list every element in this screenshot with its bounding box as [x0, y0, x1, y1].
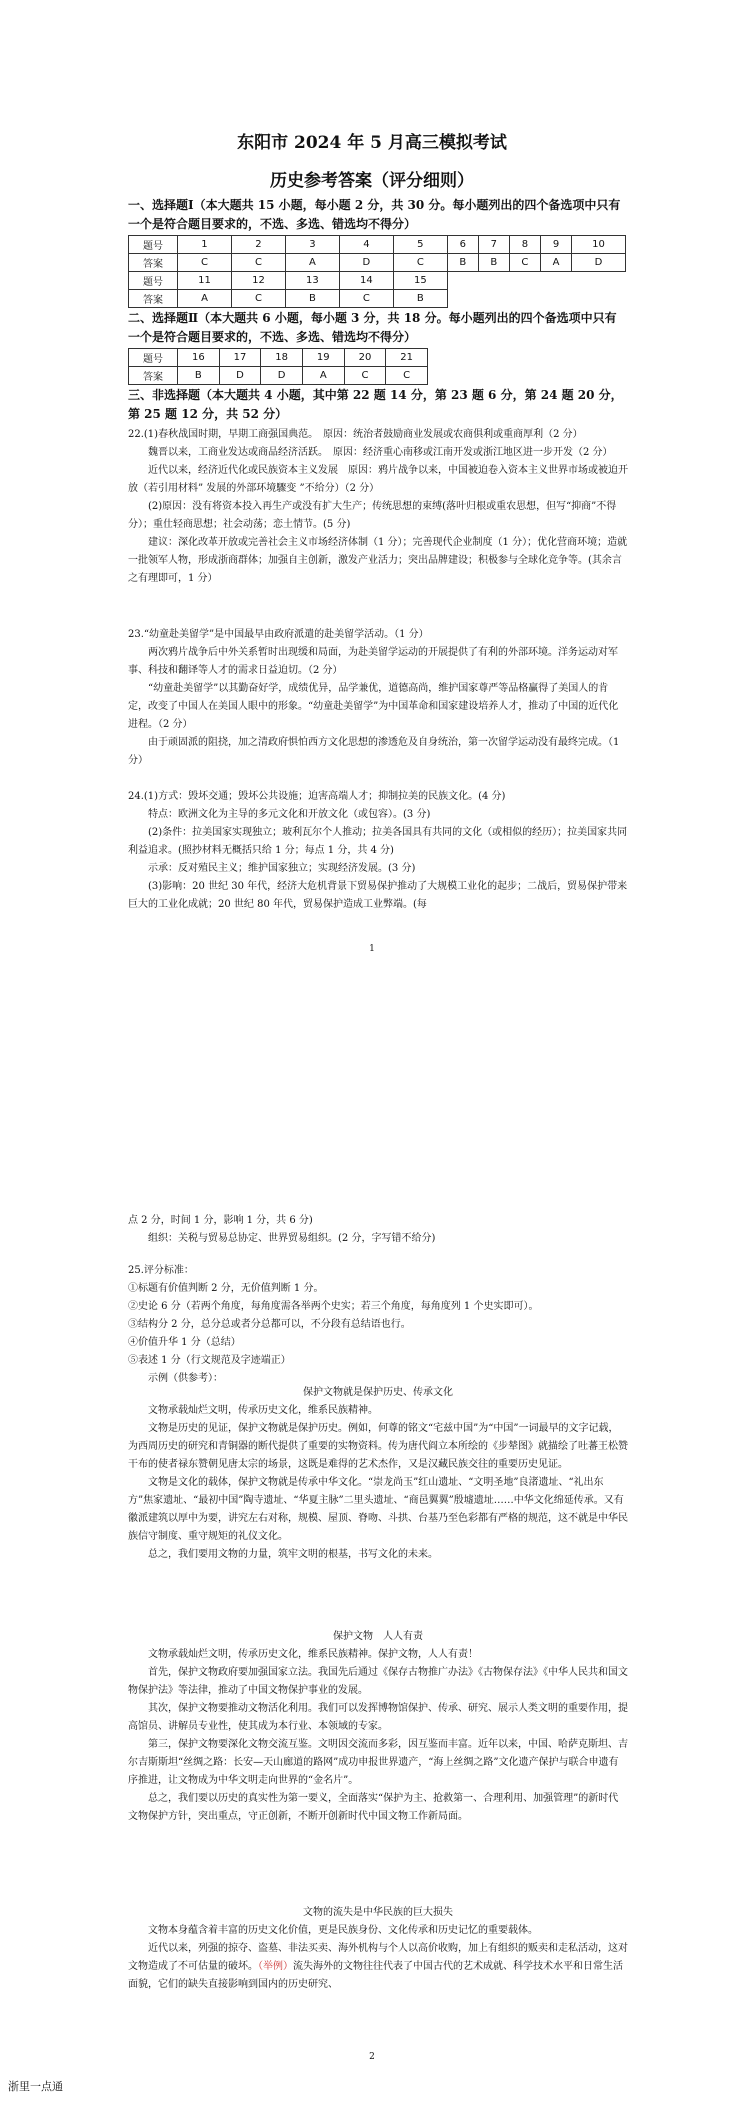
answer-23: [128, 626, 628, 770]
rule-line: ④价值升华 1 分（总结）: [128, 1337, 241, 1348]
answer-line: (2)条件：拉美国家实现独立；玻利瓦尔个人推动；拉美各国具有共同的文化（或相似的经历）；拉美国家共同利益追求。(照抄材料无概括只给 1 分；每点 1 分，共 4 分): [128, 827, 628, 856]
table-cell: 6: [447, 236, 478, 254]
rule-line: ①标题有价值判断 2 分，无价值判断 1 分。: [128, 1283, 324, 1294]
rule-line: ③结构分 2 分，总分总或者分总都可以，不分段有总结语也行。: [128, 1319, 411, 1330]
essay-title: 文物的流失是中华民族的巨大损失: [303, 1907, 453, 1918]
table-cell: 19: [302, 349, 344, 367]
essay-paragraph: 文物是文化的载体，保护文物就是传承中华文化。“崇龙尚玉”红山遗址、“文明圣地”良渚遗址、“礼出东方”焦家遗址、“最初中国”陶寺遗址、“华夏主脉”二里头遗址、“商邑翼翼”殷墟遗址……中华文化绵延传承。又有徽派建筑以厚中为要，讲究左右对称，规模、屋顶、脊吻、斗拱、台基乃至色彩都有严格的规范，这不就是中华民族信守制度、重守规矩的礼仪文化。: [128, 1477, 628, 1542]
answer-line: 特点：欧洲文化为主导的多元文化和开放文化（或包容）。(3 分): [148, 809, 431, 820]
table-cell: D: [261, 367, 303, 385]
table-cell: 1: [178, 236, 232, 254]
essay-1: [128, 1384, 628, 1564]
essay-paragraph: 第三，保护文物要深化文物交流互鉴。文明因交流而多彩，因互鉴而丰富。近年以来，中国、哈萨克斯坦、吉尔吉斯斯坦“丝绸之路：长安—天山廊道的路网”成功申报世界遗产，“海上丝绸之路”文化遗产保护与联合申遗有序推进，让文物成为中华文明走向世界的“金名片”。: [128, 1739, 628, 1786]
answer-line: 点 2 分，时间 1 分，影响 1 分，共 6 分): [128, 1215, 313, 1226]
footer-watermark: 浙里一点通: [8, 2080, 63, 2093]
table-cell: C: [231, 254, 285, 272]
table-cell: B: [285, 290, 339, 308]
table-row: [129, 236, 626, 254]
rule-line: 示例（供参考）：: [148, 1373, 223, 1384]
empty-cell: [447, 290, 625, 308]
table-cell: C: [509, 254, 540, 272]
table-cell: A: [285, 254, 339, 272]
table-cell: 21: [386, 349, 428, 367]
essay-title: 保护文物 人人有责: [333, 1631, 423, 1642]
table-cell: 2: [231, 236, 285, 254]
table-cell: 20: [344, 349, 386, 367]
row-label: 答案: [129, 290, 178, 308]
answer-table-2: [128, 348, 428, 385]
essay-paragraph: 文物承载灿烂文明，传承历史文化，维系民族精神。保护文物，人人有责！: [148, 1649, 478, 1660]
table-cell: C: [231, 290, 285, 308]
table-cell: C: [344, 367, 386, 385]
table-cell: 18: [261, 349, 303, 367]
essay-paragraph: 总之，我们要以历史的真实性为第一要义，全面落实“保护为主、抢救第一、合理利用、加强管理”的新时代文物保护方针，突出重点，守正创新，不断开创新时代中国文物工作新局面。: [128, 1793, 619, 1822]
answer-line: (3)影响：20 世纪 30 年代，经济大危机背景下贸易保护推动了大规模工业化的起步；二战后，贸易保护带来巨大的工业化成就；20 世纪 80 年代，贸易保护造成工业弊端。(每: [128, 881, 628, 910]
essay-text: 近代以来，列强的掠夺、盗墓、非法买卖、海外机构与个人以高价收购，加上有组织的贩卖和走私活动，这对文物造成了不可估量的破坏。: [128, 1943, 628, 1972]
row-label: 答案: [129, 254, 178, 272]
table-cell: C: [386, 367, 428, 385]
table-cell: B: [178, 367, 220, 385]
table-cell: D: [339, 254, 393, 272]
rule-line: ②史论 6 分（若两个角度，每角度需各举两个史实；若三个角度，每角度列 1 个史实即可）。: [128, 1301, 539, 1312]
essay-paragraph: 其次，保护文物要推动文物活化利用。我们可以发挥博物馆保护、传承、研究、展示人类文明的重要作用，提高馆员、讲解员专业性，使其成为本行业、本领域的专家。: [128, 1703, 628, 1732]
table-cell: A: [541, 254, 572, 272]
table-cell: 10: [571, 236, 625, 254]
table-cell: 7: [478, 236, 509, 254]
essay-text: 流失海外的文物往往代表了中国古代的艺术成就、科学技术水平和日常生活面貌，它们的缺失直接影响到国内的历史研究、: [128, 1961, 623, 1990]
essay-title: 保护文物就是保护历史、传承文化: [303, 1387, 453, 1398]
page-subtitle: 历史参考答案（评分细则）: [270, 171, 474, 191]
rule-line: ⑤表述 1 分（行文规范及字迹端正）: [128, 1355, 291, 1366]
example-marker: （举例）: [258, 1961, 293, 1972]
section2-heading: 二、选择题Ⅱ（本大题共 6 小题，每小题 3 分，共 18 分。每小题列出的四个备选项中只有一个是符合题目要求的，不选、多选、错选均不得分）: [128, 311, 617, 344]
row-label: 题号: [129, 349, 178, 367]
essay-paragraph: 总之，我们要用文物的力量，筑牢文明的根基，书写文化的未来。: [148, 1549, 438, 1560]
essay-3: [128, 1904, 628, 1994]
answer-line: 示承：反对殖民主义；维护国家独立；实现经济发展。(3 分): [148, 863, 416, 874]
essay-2: [128, 1628, 628, 1826]
essay-paragraph: 首先，保护文物政府要加强国家立法。我国先后通过《保存古物推广办法》《古物保存法》《中华人民共和国文物保护法》等法律，推动了中国文物保护事业的发展。: [128, 1667, 628, 1696]
essay-paragraph: [128, 1940, 628, 1994]
table-cell: B: [478, 254, 509, 272]
answer-line: 23.“幼童赴美留学”是中国最早由政府派遣的赴美留学活动。（1 分）: [128, 629, 429, 640]
table-cell: 17: [219, 349, 261, 367]
rule-line: 25.评分标准：: [128, 1265, 194, 1276]
answer-25-rules: [128, 1262, 628, 1388]
answer-24: [128, 788, 628, 914]
table-cell: C: [339, 290, 393, 308]
table-cell: 15: [393, 272, 447, 290]
table-cell: 4: [339, 236, 393, 254]
table-row: [129, 290, 626, 308]
answer-24-continued: [128, 1212, 628, 1248]
answer-line: 组织：关税与贸易总协定、世界贸易组织。(2 分，字写错不给分): [148, 1233, 436, 1244]
table-cell: B: [393, 290, 447, 308]
table-cell: D: [571, 254, 625, 272]
table-cell: 12: [231, 272, 285, 290]
answer-line: “幼童赴美留学”以其勤奋好学，成绩优异，品学兼优，道德高尚，维护国家尊严等品格赢得了美国人的肯定，改变了中国人在美国人眼中的形象。“幼童赴美留学”为中国革命和国家建设培养人才，推动了中国的近代化进程。（2 分）: [128, 683, 619, 730]
section1-heading: 一、选择题Ⅰ（本大题共 15 小题，每小题 2 分，共 30 分。每小题列出的四个备选项中只有一个是符合题目要求的，不选、多选、错选均不得分）: [128, 198, 621, 231]
table-cell: 9: [541, 236, 572, 254]
answer-line: 近代以来，经济近代化或民族资本主义发展 原因：鸦片战争以来，中国被迫卷入资本主义世界市场或被迫开放（若引用材料” 发展的外部环境驟变 ”不给分）（2 分）: [128, 465, 628, 494]
table-cell: A: [178, 290, 232, 308]
empty-cell: [447, 272, 625, 290]
essay-paragraph: 文物承载灿烂文明，传承历史文化，维系民族精神。: [148, 1405, 378, 1416]
answer-line: 22.(1)春秋战国时期，早期工商强国典范。 原因：统治者鼓励商业发展或农商俱利或重商厚利（2 分）: [128, 429, 583, 440]
table-cell: D: [219, 367, 261, 385]
section3-heading: 三、非选择题（本大题共 4 小题，其中第 22 题 14 分，第 23 题 6 分，第 24 题 20 分，第 25 题 12 分，共 52 分）: [128, 388, 623, 421]
answer-table-1: [128, 235, 626, 308]
answer-line: 由于顽固派的阻挠，加之清政府惧怕西方文化思想的渗透危及自身统治，第一次留学运动没有最终完成。（1 分）: [128, 737, 620, 766]
answer-22: [128, 426, 628, 588]
table-cell: 14: [339, 272, 393, 290]
row-label: 题号: [129, 236, 178, 254]
table-row: [129, 367, 428, 385]
table-cell: C: [393, 254, 447, 272]
page-title: 东阳市 2024 年 5 月高三模拟考试: [237, 133, 507, 153]
row-label: 答案: [129, 367, 178, 385]
table-cell: 8: [509, 236, 540, 254]
page-number: 2: [369, 2052, 375, 2062]
answer-line: 24.(1)方式：毁坏交通；毁坏公共设施；迫害高端人才；抑制拉美的民族文化。(4 分): [128, 791, 506, 802]
table-cell: 3: [285, 236, 339, 254]
row-label: 题号: [129, 272, 178, 290]
table-cell: 13: [285, 272, 339, 290]
essay-paragraph: 文物是历史的见证，保护文物就是保护历史。例如，何尊的铭文“宅兹中国”为“中国”一词最早的文字记载，为西周历史的研究和青铜器的断代提供了重要的实物资料。传为唐代阎立本所绘的《步辇图》就描绘了吐蕃王松赞干布的使者禄东赞朝见唐太宗的场景，这既是难得的艺术杰作，又是汉藏民族交往的重要历史见证。: [128, 1423, 628, 1470]
table-cell: 5: [393, 236, 447, 254]
table-cell: 16: [178, 349, 220, 367]
table-row: [129, 254, 626, 272]
essay-paragraph: 文物本身蕴含着丰富的历史文化价值，更是民族身份、文化传承和历史记忆的重要载体。: [148, 1925, 538, 1936]
answer-line: (2)原因：没有将资本投入再生产或没有扩大生产；传统思想的束缚(落叶归根或重农思想，但写“抑商”不得分）；重仕轻商思想；社会动荡；恋土情节。(5 分): [128, 501, 617, 530]
table-cell: C: [178, 254, 232, 272]
table-cell: 11: [178, 272, 232, 290]
answer-line: 建议：深化改革开放或完善社会主义市场经济体制（1 分）；完善现代企业制度（1 分）；优化营商环境；造就一批领军人物，形成浙商群体；加强自主创新，激发产业活力；突出品牌建设；积极参与全球化竞争等。(其余言之有理即可，1 分）: [128, 537, 628, 584]
table-cell: B: [447, 254, 478, 272]
answer-line: 两次鸦片战争后中外关系暂时出现缓和局面，为赴美留学运动的开展提供了有利的外部环境。洋务运动对军事、科技和翻译等人才的需求日益迫切。（2 分）: [128, 647, 618, 676]
table-cell: A: [302, 367, 344, 385]
table-row: [129, 272, 626, 290]
page-number: 1: [369, 944, 375, 954]
answer-line: 魏晋以来，工商业发达或商品经济活跃。 原因：经济重心南移或江南开发或浙江地区进一步开发（2 分）: [148, 447, 613, 458]
table-row: [129, 349, 428, 367]
